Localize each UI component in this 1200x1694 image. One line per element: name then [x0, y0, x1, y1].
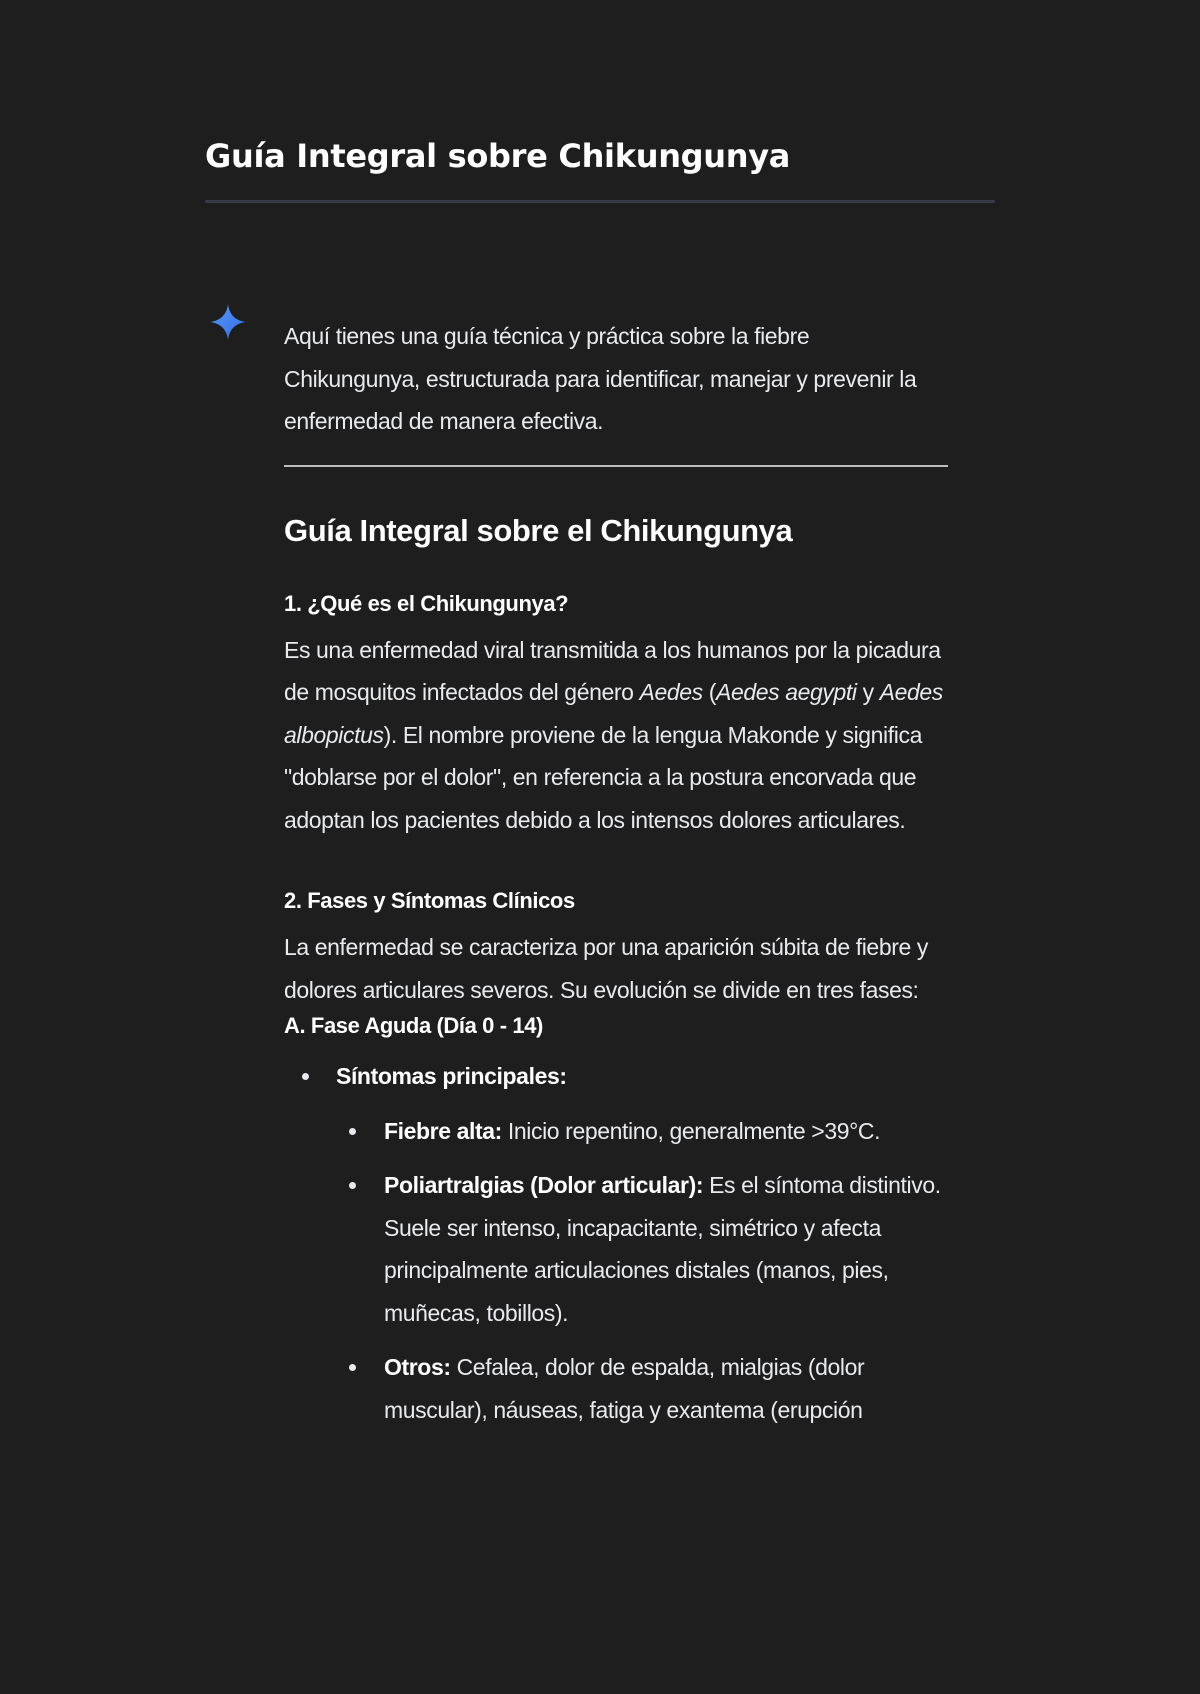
section-2-title: 2. Fases y Síntomas Clínicos	[284, 888, 575, 913]
header-divider	[205, 200, 995, 203]
list-item	[284, 1055, 948, 1431]
gemini-spark-icon	[208, 302, 248, 342]
section-divider	[284, 465, 948, 467]
phase-a-title: A. Fase Aguda (Día 0 - 14)	[284, 1013, 543, 1038]
symptom-group-label: Síntomas principales:	[336, 1063, 567, 1089]
page-title: Guía Integral sobre Chikungunya	[205, 137, 791, 175]
section-1-paragraph: Es una enfermedad viral transmitida a los humanos por la picadura de mosquitos infectados del género Aedes (Aedes aegypti y Aedes albopictus). El nombre proviene de la lengua Makonde y significa "doblarse por el dolor", en referencia a la postura encorvada que adoptan los pacientes debido a los intensos dolores articulares.	[284, 636, 943, 833]
guide-heading: Guía Integral sobre el Chikungunya	[284, 512, 793, 548]
section-2-intro: La enfermedad se caracteriza por una aparición súbita de fiebre y dolores articulares severos. Su evolución se divide en tres fases:	[284, 934, 928, 1003]
symptom-list	[284, 1055, 948, 1431]
assistant-response	[284, 315, 948, 1443]
response-intro: Aquí tienes una guía técnica y práctica sobre la fiebre Chikungunya, estructurada para identificar, manejar y prevenir la enfermedad de manera efectiva.	[284, 323, 917, 434]
list-item: Otros: Cefalea, dolor de espalda, mialgias (dolor muscular), náuseas, fatiga y exantema (erupción	[336, 1346, 948, 1431]
section-1-title: 1. ¿Qué es el Chikungunya?	[284, 590, 569, 616]
symptom-sublist	[336, 1110, 948, 1432]
list-item: Fiebre alta: Inicio repentino, generalmente >39°C.	[336, 1110, 948, 1153]
list-item: Poliartralgias (Dolor articular): Es el síntoma distintivo. Suele ser intenso, incapacitante, simétrico y afecta principalmente articulaciones distales (manos, pies, muñecas, tobillos).	[336, 1164, 948, 1334]
page-header	[205, 128, 995, 203]
